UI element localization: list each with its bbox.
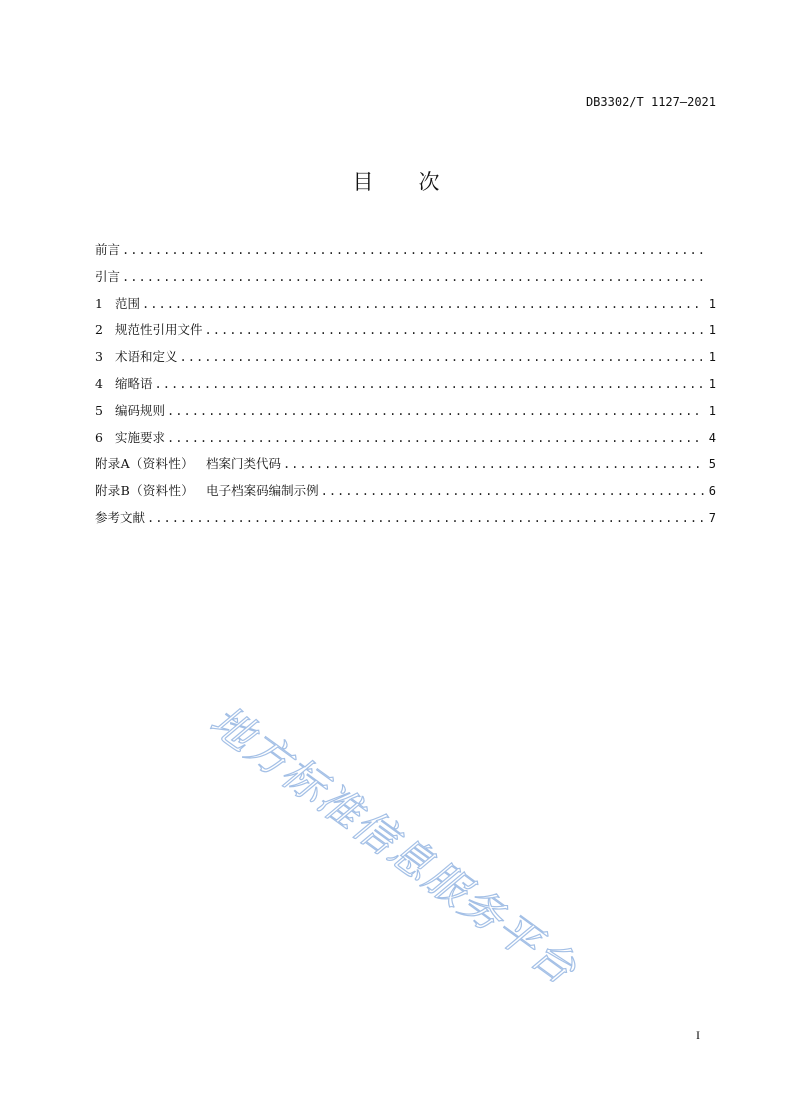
toc-entry-foreword[interactable] (95, 240, 716, 267)
toc-entry-annex-a[interactable] (95, 454, 716, 481)
toc-entry-label: 参考文献 (95, 509, 146, 525)
toc-leader-dots (147, 508, 704, 528)
toc-leader-dots (205, 320, 704, 340)
toc-entry-annex-b[interactable] (95, 481, 716, 508)
toc-entry-number: 5 (95, 402, 103, 418)
toc-entry-page: 1 (708, 403, 716, 418)
toc-entry-number: 6 (95, 429, 103, 445)
toc-list (95, 240, 716, 535)
toc-leader-dots (167, 401, 704, 421)
toc-entry-page: 7 (708, 510, 716, 525)
toc-entry-scope[interactable] (95, 294, 716, 321)
toc-entry-terms-definitions[interactable] (95, 347, 716, 374)
toc-leader-dots (167, 428, 704, 448)
toc-entry-label: 实施要求 (115, 429, 166, 445)
toc-entry-number: 2 (95, 322, 103, 338)
toc-entry-label: 规范性引用文件 (115, 322, 203, 338)
toc-entry-page: 6 (708, 484, 716, 499)
toc-annex-title: 档案门类代码 (205, 456, 281, 472)
watermark: 地方标准信息服务平台 (201, 695, 587, 995)
toc-leader-dots (142, 294, 704, 314)
toc-title: 目次 (352, 170, 485, 194)
toc-leader-dots (122, 267, 704, 287)
toc-annex-title: 电子档案码编制示例 (206, 483, 319, 499)
page-number: I (696, 1028, 700, 1042)
toc-entry-label: 编码规则 (115, 402, 166, 418)
toc-annex-label: 附录A（资料性） (95, 456, 194, 472)
toc-entry-label: 前言 (95, 242, 121, 257)
toc-entry-page: 1 (708, 350, 716, 365)
toc-entry-number: 3 (95, 349, 103, 365)
toc-entry-page: 1 (708, 323, 716, 338)
toc-entry-page: 4 (708, 430, 716, 445)
toc-leader-dots (155, 374, 704, 394)
toc-leader-dots (283, 454, 704, 474)
toc-leader-dots (122, 240, 704, 260)
toc-entry-label: 引言 (95, 268, 121, 284)
toc-entry-abbreviations[interactable] (95, 374, 716, 401)
toc-entry-label: 术语和定义 (115, 349, 178, 365)
toc-entry-coding-rules[interactable] (95, 401, 716, 428)
toc-entry-page: 1 (708, 296, 716, 311)
toc-entry-page: 5 (708, 457, 716, 472)
toc-entry-label: 缩略语 (115, 375, 153, 391)
toc-entry-page: 1 (708, 376, 716, 391)
toc-entry-implementation[interactable] (95, 428, 716, 455)
toc-entry-label: 范围 (115, 295, 141, 311)
toc-annex-label: 附录B（资料性） (95, 483, 195, 499)
toc-entry-bibliography[interactable] (95, 508, 716, 535)
toc-entry-normative-references[interactable] (95, 320, 716, 347)
toc-entry-number: 1 (95, 295, 103, 311)
toc-entry-introduction[interactable] (95, 267, 716, 294)
toc-leader-dots (180, 347, 704, 367)
toc-leader-dots (321, 481, 704, 501)
toc-entry-number: 4 (95, 375, 103, 391)
standard-code: DB3302/T 1127—2021 (585, 95, 716, 109)
